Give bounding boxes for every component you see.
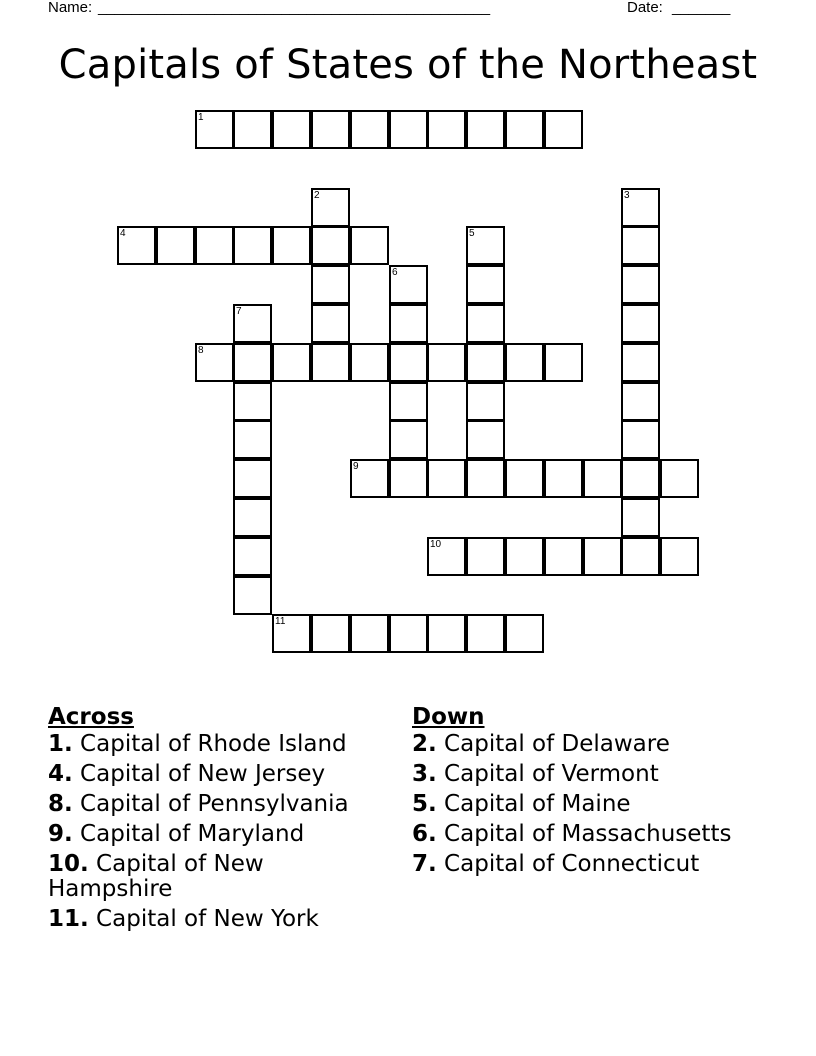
cell-number: 9 [353,461,359,472]
grid-cell[interactable] [621,226,660,265]
down-clues [412,702,772,882]
clue-item [48,852,388,902]
grid-cell[interactable] [272,110,311,149]
grid-cell[interactable] [660,537,699,576]
grid-cell[interactable] [505,537,544,576]
grid-cell[interactable] [156,226,195,265]
grid-cell[interactable] [466,420,505,459]
grid-cell[interactable] [311,304,350,343]
clue-text: Capital of New York [88,906,319,932]
grid-cell[interactable] [311,110,350,149]
grid-cell[interactable] [389,614,428,653]
grid-cell[interactable] [466,614,505,653]
cell-number: 2 [314,190,320,201]
grid-cell[interactable] [233,343,272,382]
clue-number: 6. [412,821,437,847]
grid-cell[interactable] [311,614,350,653]
grid-cell[interactable] [350,226,389,265]
cell-number: 1 [198,112,204,123]
grid-cell[interactable] [621,420,660,459]
grid-cell[interactable] [233,459,272,498]
grid-cell[interactable] [233,110,272,149]
grid-cell[interactable] [505,343,544,382]
cell-number: 7 [236,306,242,317]
clue-item [48,822,388,847]
grid-cell[interactable] [427,537,466,576]
date-line[interactable]: _______ [672,0,731,16]
grid-cell[interactable] [660,459,699,498]
grid-cell[interactable] [427,110,466,149]
down-clue-list [412,732,772,877]
grid-cell[interactable] [621,382,660,421]
grid-cell[interactable] [621,304,660,343]
cell-number: 10 [430,539,442,550]
grid-cell[interactable] [272,614,311,653]
grid-cell[interactable] [233,537,272,576]
grid-cell[interactable] [466,304,505,343]
grid-cell[interactable] [233,576,272,615]
grid-cell[interactable] [466,265,505,304]
grid-cell[interactable] [544,537,583,576]
grid-cell[interactable] [389,420,428,459]
clue-text: Capital of New Jersey [72,761,326,787]
name-line[interactable]: _______________________________________________ [98,0,491,16]
grid-cell[interactable] [466,110,505,149]
clue-text: Capital of Pennsylvania [72,791,349,817]
grid-cell[interactable] [389,304,428,343]
grid-cell[interactable] [621,498,660,537]
grid-cell[interactable] [389,265,428,304]
cell-number: 8 [198,345,204,356]
grid-cell[interactable] [621,343,660,382]
grid-cell[interactable] [272,226,311,265]
clue-text: Capital of Connecticut [436,851,700,877]
clue-text: Capital of Delaware [436,731,670,757]
clue-item [48,792,388,817]
clue-number: 7. [412,851,437,877]
down-heading: Down [412,704,485,730]
clue-item [48,732,388,757]
clue-item [412,852,772,877]
grid-cell[interactable] [466,382,505,421]
grid-cell[interactable] [505,614,544,653]
grid-cell[interactable] [544,110,583,149]
grid-cell[interactable] [272,343,311,382]
grid-cell[interactable] [466,537,505,576]
grid-cell[interactable] [195,110,234,149]
grid-cell[interactable] [544,343,583,382]
clue-number: 11. [48,906,89,932]
cell-number: 11 [275,616,286,627]
clue-number: 9. [48,821,73,847]
grid-cell[interactable] [505,459,544,498]
clue-item [48,762,388,787]
grid-cell[interactable] [427,614,466,653]
grid-cell[interactable] [389,382,428,421]
clue-item [412,822,772,847]
grid-cell[interactable] [233,304,272,343]
clue-number: 2. [412,731,437,757]
cell-number: 5 [469,228,475,239]
name-label: Name: [48,0,93,16]
clue-number: 3. [412,761,437,787]
clue-number: 5. [412,791,437,817]
clue-number: 10. [48,851,89,877]
clue-text: Capital of Rhode Island [72,731,347,757]
grid-cell[interactable] [466,226,505,265]
grid-cell[interactable] [311,188,350,227]
grid-cell[interactable] [350,459,389,498]
across-heading: Across [48,704,134,730]
cell-number: 6 [392,267,398,278]
grid-cell[interactable] [621,188,660,227]
grid-cell[interactable] [311,226,350,265]
grid-cell[interactable] [350,614,389,653]
grid-cell[interactable] [389,110,428,149]
grid-cell[interactable] [233,382,272,421]
clue-item [48,907,388,932]
clue-text: Capital of Maine [436,791,631,817]
grid-cell[interactable] [389,343,428,382]
grid-cell[interactable] [311,343,350,382]
clue-number: 4. [48,761,73,787]
clue-text: Capital of New Hampshire [48,851,264,902]
across-clue-list [48,732,388,932]
across-clues [48,702,388,937]
grid-cell[interactable] [195,226,234,265]
date-label: Date: [627,0,663,16]
grid-cell[interactable] [466,459,505,498]
page-title: Capitals of States of the Northeast [58,42,758,88]
grid-cell[interactable] [621,459,660,498]
grid-cell[interactable] [195,343,234,382]
grid-cell[interactable] [466,343,505,382]
grid-cell[interactable] [233,420,272,459]
grid-cell[interactable] [505,110,544,149]
grid-cell[interactable] [389,459,428,498]
grid-cell[interactable] [311,265,350,304]
clue-item [412,792,772,817]
grid-cell[interactable] [621,537,660,576]
grid-cell[interactable] [583,459,622,498]
cell-number: 3 [624,190,630,201]
grid-cell[interactable] [350,110,389,149]
clue-text: Capital of Massachusetts [436,821,732,847]
grid-cell[interactable] [233,498,272,537]
grid-cell[interactable] [427,459,466,498]
grid-cell[interactable] [544,459,583,498]
clue-item [412,762,772,787]
grid-cell[interactable] [117,226,156,265]
clue-number: 1. [48,731,73,757]
grid-cell[interactable] [350,343,389,382]
clue-text: Capital of Maryland [72,821,305,847]
grid-cell[interactable] [583,537,622,576]
grid-cell[interactable] [427,343,466,382]
clue-item [412,732,772,757]
clue-number: 8. [48,791,73,817]
grid-cell[interactable] [233,226,272,265]
cell-number: 4 [120,228,126,239]
clue-text: Capital of Vermont [436,761,659,787]
grid-cell[interactable] [621,265,660,304]
